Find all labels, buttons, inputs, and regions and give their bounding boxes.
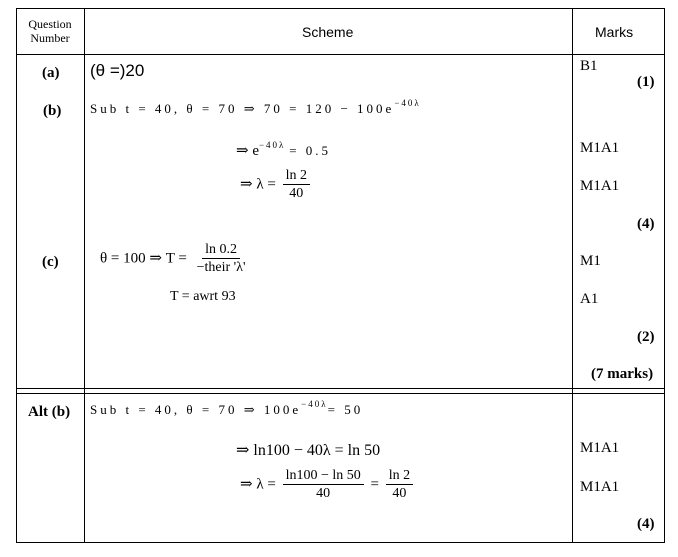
part-c-denominator: −their 'λ' [196,260,246,275]
part-b-mark-line2: M1A1 [580,140,620,156]
part-a-mark-b1: B1 [580,58,598,74]
marks-header: Marks [595,24,634,40]
part-b-total: (4) [637,216,655,232]
part-b-label: (b) [43,103,62,119]
scheme-header: Scheme [302,24,354,40]
table-border-bottom [16,542,664,543]
part-c-numerator: ln 0.2 [202,242,240,259]
table-border-right [664,8,665,543]
part-b-substitution [90,98,421,118]
part-c-expression-prefix: θ = 100 ⇒ T = [100,250,187,267]
table-border-left [16,8,17,543]
alt-b-denominator-2: 40 [392,486,407,501]
part-b-lambda-fraction [283,168,310,202]
part-a-total: (1) [637,74,655,90]
part-b-mark-line3: M1A1 [580,178,620,194]
alt-b-numerator-2: ln 2 [386,468,413,485]
part-c-time-expression [100,242,251,276]
alt-b-label: Alt (b) [28,404,71,420]
alt-b-mark-line3: M1A1 [580,479,620,495]
alt-b-total: (4) [637,516,655,532]
part-b-lambda-numerator: ln 2 [283,168,310,185]
part-c-fraction [194,242,249,276]
alt-b-log-step: ⇒ ln100 − 40λ = ln 50 [236,442,381,459]
part-a-label: (a) [42,65,60,81]
part-c-label: (c) [42,254,59,270]
alt-b-fraction-1 [283,468,364,502]
question-number-header-line2: Number [30,31,70,45]
part-b-step-value: = 0.5 [289,143,332,158]
part-c-mark-m1: M1 [580,253,601,269]
part-b-substitution-exponent: −40λ [394,98,421,108]
alt-b-substitution-text: Sub t = 40, θ = 70 ⇒ 100e [90,402,302,417]
alt-b-substitution-exponent: −40λ [301,399,328,409]
part-c-total: (2) [637,329,655,345]
part-b-lambda-prefix: ⇒ λ = [240,176,276,193]
column-divider-marks [572,8,573,543]
part-c-mark-a1: A1 [580,291,599,307]
part-b-step-prefix: ⇒ e [236,143,259,159]
alt-b-denominator-1: 40 [316,486,331,501]
alt-b-equals: = [370,476,379,493]
part-b-step-exponent: −40λ [258,140,286,150]
question-grand-total: (7 marks) [591,366,654,382]
alt-b-mark-line2: M1A1 [580,440,620,456]
part-b-exponential-step [236,141,331,160]
alt-b-substitution-value: = 50 [327,402,364,417]
alt-b-lambda-result [240,468,416,502]
part-b-substitution-text: Sub t = 40, θ = 70 ⇒ 70 = 120 − 100e [90,101,395,116]
alt-b-substitution [90,399,364,419]
column-divider-question [84,8,85,543]
table-border-top [16,8,664,9]
alt-b-lambda-prefix: ⇒ λ = [240,476,276,493]
section-divider-upper [16,388,664,389]
part-a-answer: (θ =)20 [90,61,145,80]
section-divider-lower [16,393,664,394]
part-c-answer: T = awrt 93 [170,289,236,304]
alt-b-fraction-2 [386,468,413,502]
question-number-header [17,17,83,45]
alt-b-numerator-1: ln100 − ln 50 [283,468,364,485]
part-b-lambda-result [240,168,313,202]
question-number-header-line1: Question [28,17,72,31]
part-b-lambda-denominator: 40 [289,186,304,201]
header-divider [16,54,664,55]
